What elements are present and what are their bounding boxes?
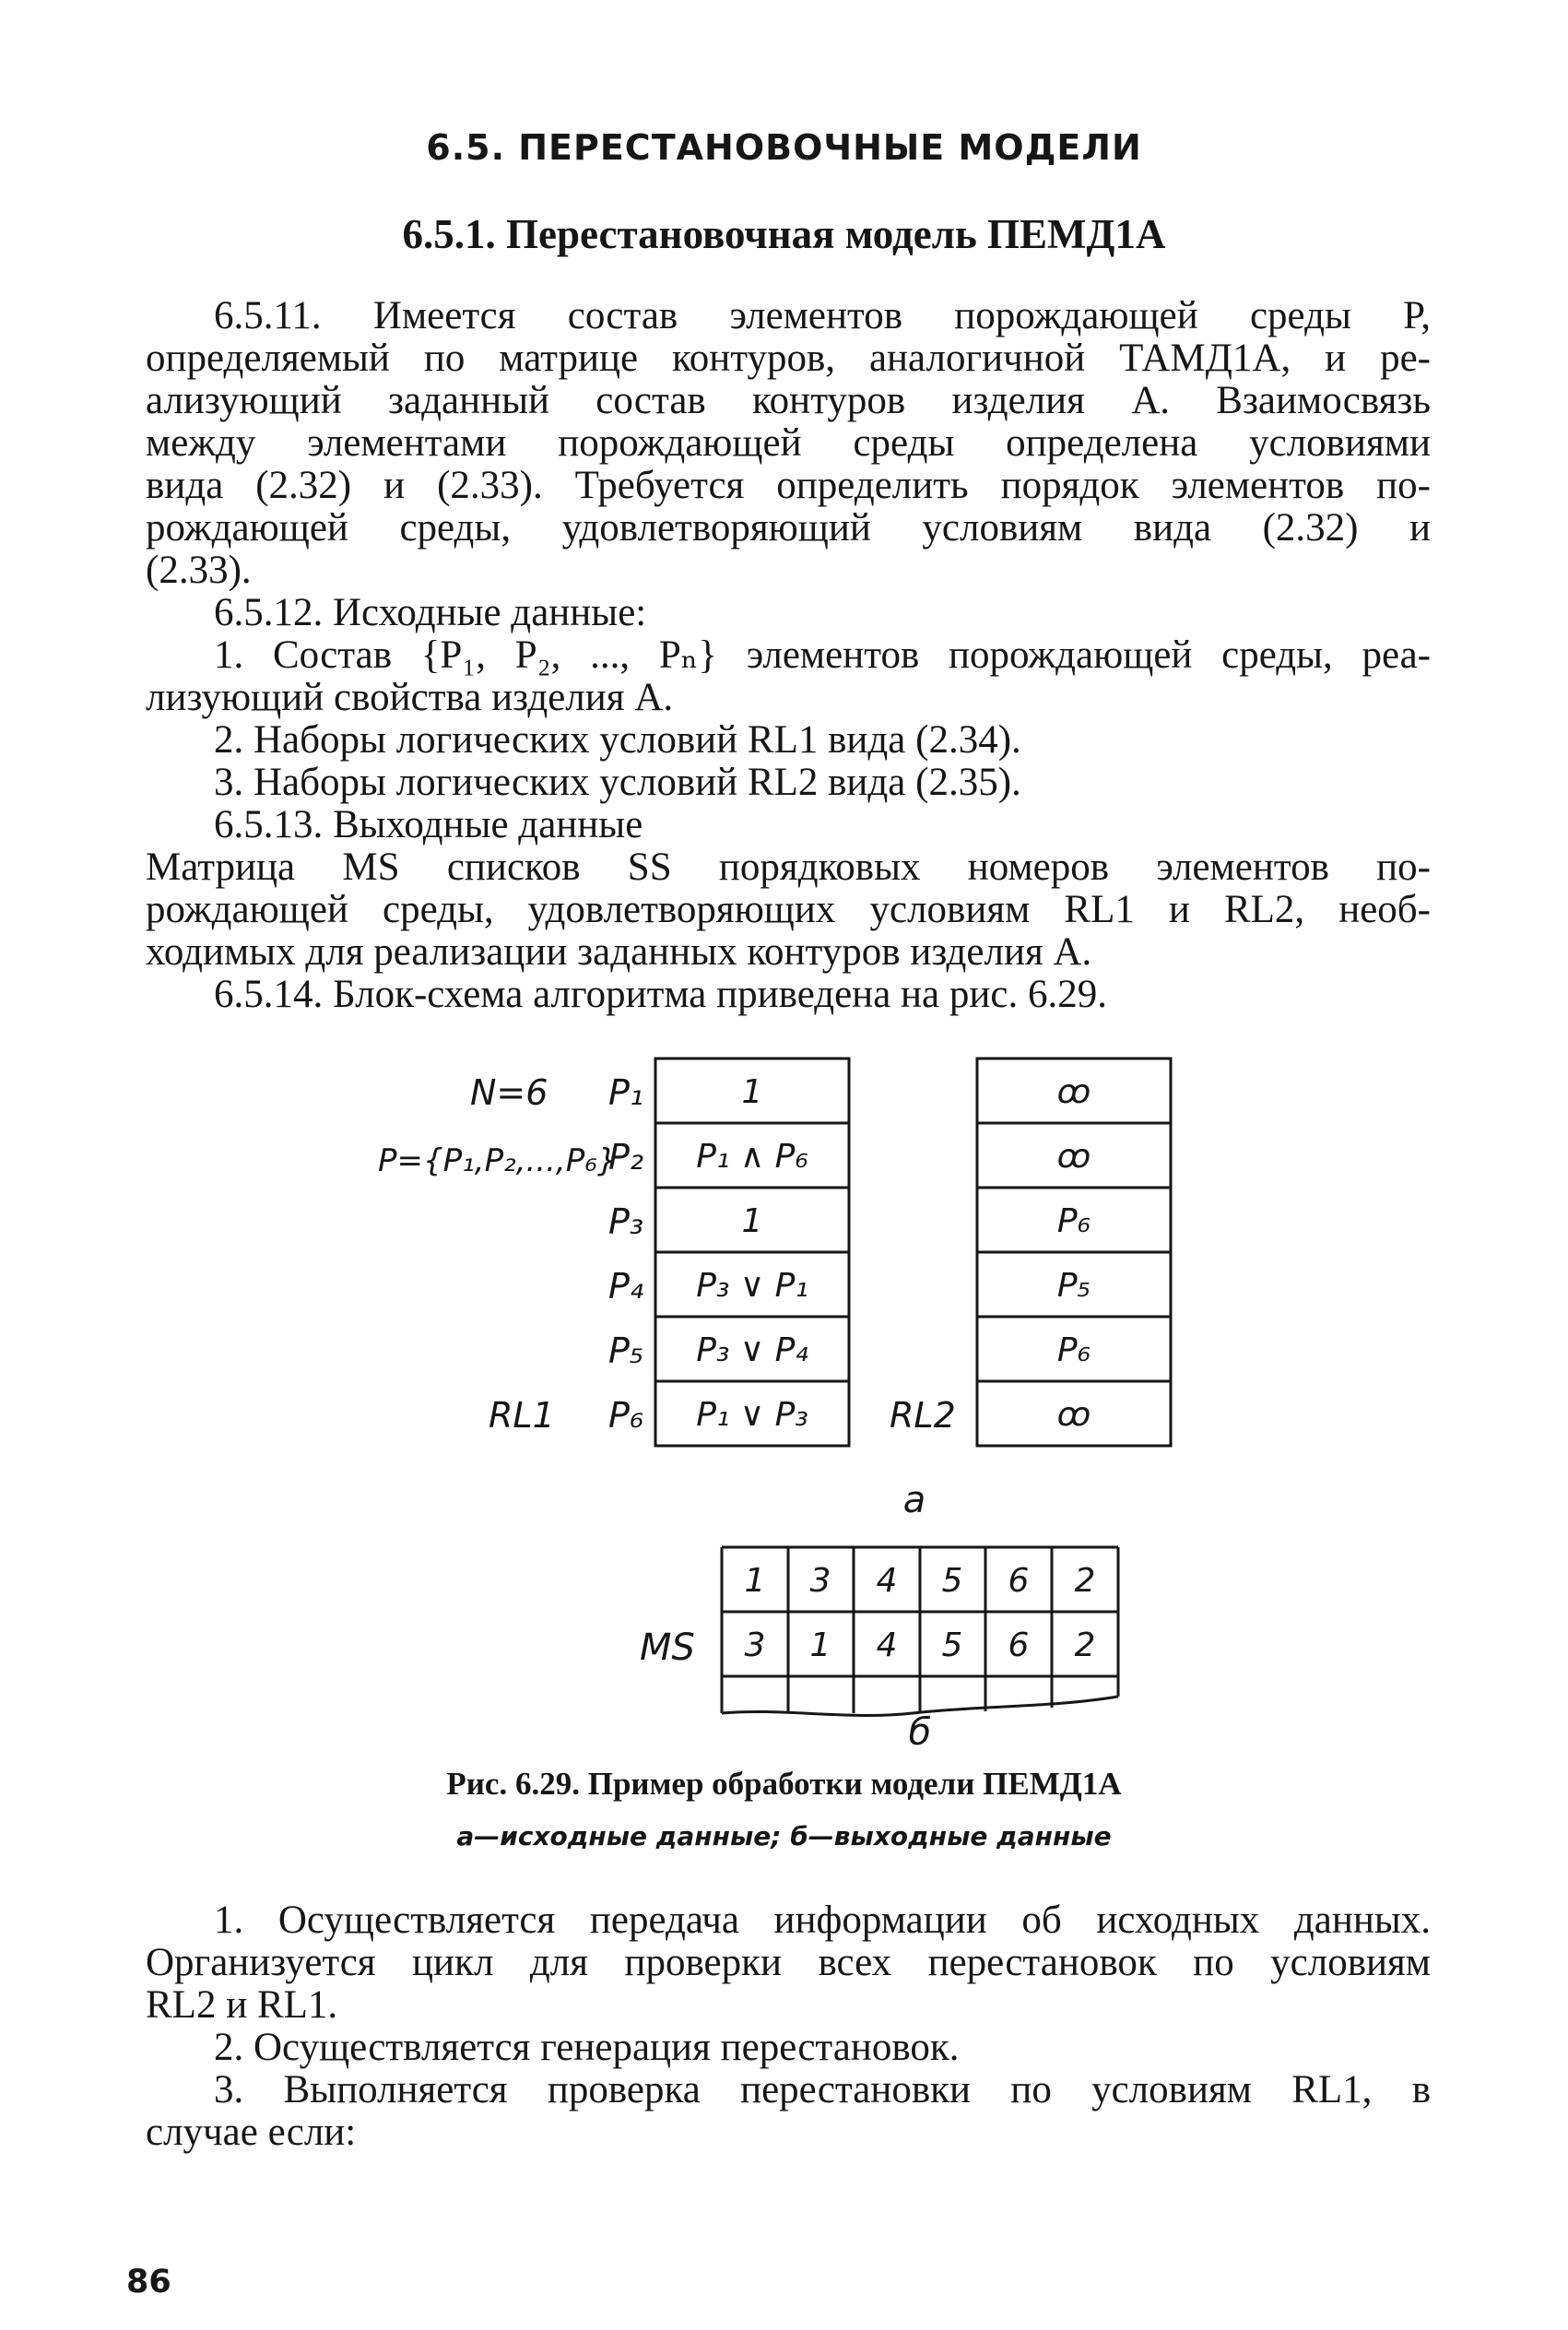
rl1-cell: P₃ ∨ P₁ <box>696 1267 808 1305</box>
rl1-cell: P₁ ∧ P₆ <box>696 1138 808 1176</box>
set-label: P={P₁,P₂,...,P₆} <box>378 1142 618 1179</box>
row-label: P₅ <box>608 1331 644 1371</box>
row-label: P₂ <box>608 1137 644 1177</box>
text-line: 1. Осуществляется передача информации об исходных данных. <box>214 1898 1431 1942</box>
ms-cell: 5 <box>941 1562 963 1600</box>
text-line: 3. Выполняется проверка перестановки по условиям RL1, в <box>214 2068 1431 2111</box>
ms-cell: 3 <box>744 1626 766 1664</box>
row-label: P₁ <box>608 1072 644 1113</box>
text-line: Матрица MS списков SS порядковых номеров элементов по- <box>146 846 1431 889</box>
text-line: 2. Осуществляется генерация перестановок. <box>214 2026 960 2069</box>
rl2-label: RL2 <box>890 1395 956 1436</box>
ms-cell: 6 <box>1008 1562 1030 1600</box>
ms-cell: 5 <box>941 1626 963 1664</box>
text-line: лизующий свойства изделия A. <box>146 676 674 719</box>
rl2-table <box>977 1059 1171 1446</box>
ms-cell: 1 <box>744 1562 766 1600</box>
ms-label: MS <box>640 1626 695 1669</box>
rl1-cell: P₁ ∨ P₃ <box>696 1396 808 1434</box>
n-label: N=6 <box>470 1072 548 1113</box>
text-line: 6.5.11. Имеется состав элементов порождающей среды P, <box>214 294 1431 337</box>
text-line: 6.5.13. Выходные данные <box>214 803 643 846</box>
ms-cell: 4 <box>876 1562 898 1600</box>
text-line: определяемый по матрице контуров, аналогичной ТАМД1А, и ре- <box>146 337 1431 380</box>
text-line: рождающей среды, удовлетворяющих условиям RL1 и RL2, необ- <box>146 888 1431 931</box>
text-line: ализующий заданный состав контуров изделия A. Взаимосвязь <box>146 379 1431 422</box>
text-line: случае если: <box>146 2111 357 2154</box>
ms-matrix <box>722 1547 1118 1716</box>
ms-cell: 2 <box>1074 1562 1096 1600</box>
text-line: 6.5.14. Блок-схема алгоритма приведена на рис. 6.29. <box>214 973 1107 1016</box>
subfigure-label-a: a <box>902 1479 926 1521</box>
text-line: 1. Состав {P₁, P₂, ..., Pₙ} элементов порождающей среды, реа- <box>214 633 1431 677</box>
rl1-cell: 1 <box>741 1073 763 1111</box>
rl1-table <box>655 1059 849 1446</box>
text-line: (2.33). <box>146 549 252 592</box>
subsection-heading: 6.5.1. Перестановочная модель ПЕМД1А <box>402 211 1166 257</box>
rl1-cell: 1 <box>741 1202 763 1240</box>
ms-cell: 6 <box>1008 1626 1030 1664</box>
text-line: рождающей среды, удовлетворяющий условиям вида (2.32) и <box>146 506 1431 550</box>
text-line: Организуется цикл для проверки всех перестановок по условиям <box>146 1941 1431 1984</box>
rl2-cell: ꝏ <box>1056 1396 1091 1434</box>
ms-cell: 1 <box>809 1626 831 1664</box>
text-line: RL2 и RL1. <box>146 1983 338 2027</box>
ms-cell: 4 <box>876 1626 898 1664</box>
text-line: 6.5.12. Исходные данные: <box>214 591 647 634</box>
row-label: P₄ <box>608 1266 644 1307</box>
text-line: 2. Наборы логических условий RL1 вида (2.34). <box>214 718 1021 762</box>
row-label: P₃ <box>608 1201 644 1242</box>
text-line: между элементами порождающей среды определена условиями <box>146 421 1431 465</box>
rl2-cell: P₆ <box>1056 1331 1091 1369</box>
rl2-cell: ꝏ <box>1056 1073 1091 1111</box>
page-number: 86 <box>126 2264 171 2300</box>
rl2-cell: P₅ <box>1056 1267 1091 1305</box>
text-line: ходимых для реализации заданных контуров изделия A. <box>146 930 1092 974</box>
text-line: 3. Наборы логических условий RL2 вида (2.35). <box>214 761 1021 804</box>
row-label: P₆ <box>608 1395 644 1436</box>
text-line: вида (2.32) и (2.33). Требуется определить порядок элементов по- <box>146 464 1431 507</box>
figure-caption: Рис. 6.29. Пример обработки модели ПЕМД1А <box>446 1766 1122 1802</box>
ms-cell: 2 <box>1074 1626 1096 1664</box>
subfigure-label-b: б <box>908 1711 932 1754</box>
ms-cell: 3 <box>809 1562 831 1600</box>
rl1-cell: P₃ ∨ P₄ <box>696 1331 808 1369</box>
figure-caption-legend: а—исходные данные; б—выходные данные <box>456 1821 1112 1851</box>
paragraph-block-bottom <box>146 1899 1431 2154</box>
rl2-cell: P₆ <box>1056 1202 1091 1240</box>
rl2-cell: ꝏ <box>1056 1138 1091 1176</box>
section-heading: 6.5. ПЕРЕСТАНОВОЧНЫЕ МОДЕЛИ <box>426 127 1142 168</box>
rl1-label: RL1 <box>489 1395 555 1436</box>
